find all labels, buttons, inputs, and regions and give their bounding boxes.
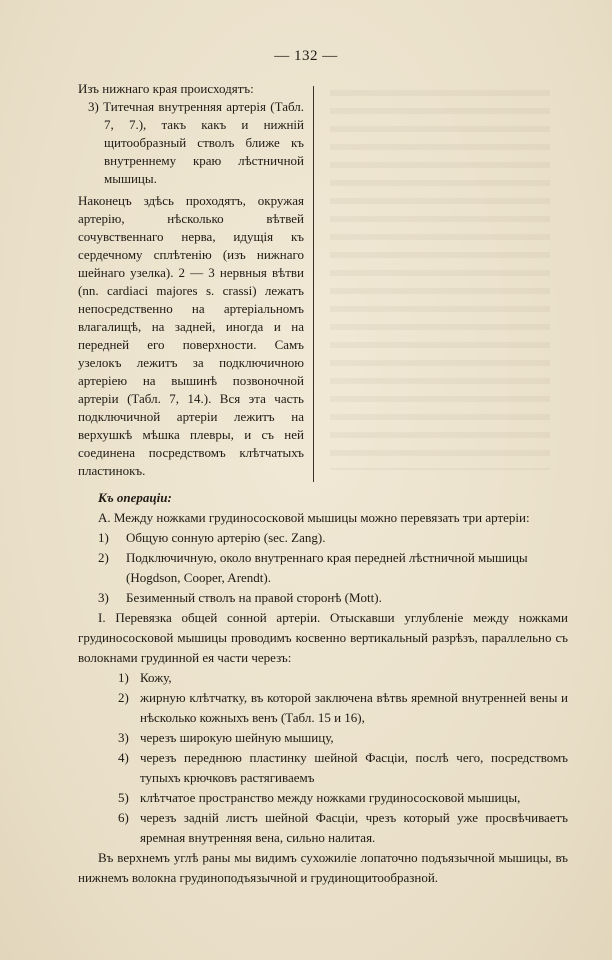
section-a-text: А. Между ножками грудинососкoвой мышицы можно перевязать три артеріи: <box>98 510 530 525</box>
nerve-paragraph: Наконецъ здѣсь проходятъ, окружая артерію, нѣсколько вѣтвей сочувственнаго нерва, идущія къ сердечному сплѣтенію (изъ нижнаго шейнаго узелка). 2 — 3 нервныя вѣтви (nn. cardiaci majores s. crassi) лежатъ непосредственно на артеріальномъ влагалищѣ, на задней, иногда и на передней его поверхности. Самъ узелокъ лежитъ за подключичною артеріею на вышинѣ позвоночной артеріи (Табл. 7, 14.). Вся эта часть подключичной артеріи лежитъ на верхушкѣ мѣшка плевры, и съ ней соединена посредствомъ клѣтчатыхъ пластинокъ. <box>78 193 304 478</box>
list-item: 6) черезъ задній листъ шейной Фасціи, чрезъ который уже просвѣчиваетъ яремная внутренняя вена, сильно налитая. <box>118 810 568 845</box>
list-item: 1) Кожу, <box>118 670 172 685</box>
page-number: — 132 — <box>274 48 338 64</box>
operations-section <box>78 488 568 888</box>
section-i-text: І. Перевязка общей сонной артеріи. Отыскавши углубленіе между ножками грудинососкoвой мышицы проводимъ косвенно вертикальный разрѣзъ, параллельно съ волокнами грудинной ея части черезъ: <box>78 610 568 665</box>
list-item: 1) Общую сонную артерію (sec. Zang). <box>98 530 326 545</box>
bleed-through-text <box>330 90 550 470</box>
list-item: 2) Подключичную, около внутреннаго края передней лѣстничной мышицы (Hogdson, Cooper, Arendt). <box>98 550 528 585</box>
list-item: 3) черезъ широкую шейную мышицу, <box>118 730 334 745</box>
left-column <box>78 80 304 480</box>
steps-list <box>78 668 568 848</box>
column-divider <box>313 86 314 482</box>
list-item: 2) жирную клѣтчатку, въ которой заключена вѣтвь яремной внутренней вены и нѣсколько кожныхъ венъ (Табл. 15 и 16), <box>118 690 568 725</box>
item-3: 3) Титечная внутренняя артерія (Табл. 7, 7.), такъ какъ и нижній щитообразный стволъ ближе къ внутреннему краю лѣстничной мышицы. <box>88 99 304 186</box>
operations-heading: Къ операціи: <box>98 490 172 505</box>
list-item: 3) Безименный стволъ на правой сторонѣ (Mott). <box>98 590 382 605</box>
list-item: 4) черезъ переднюю пластинку шейной Фасціи, послѣ чего, посредствомъ тупыхъ крючковъ растягиваемъ <box>118 750 568 785</box>
list-item: 5) клѣтчатое пространство между ножками грудинососкoвой мышицы, <box>118 790 521 805</box>
arteries-list <box>78 528 568 608</box>
closing-paragraph: Въ верхнемъ углѣ раны мы видимъ сухожиліе лопаточно подъязычной мышицы, въ нижнемъ волокна грудиноподъязычной и грудинощитообразной. <box>78 850 568 885</box>
intro-line: Изъ нижнаго края происходятъ: <box>78 81 254 96</box>
